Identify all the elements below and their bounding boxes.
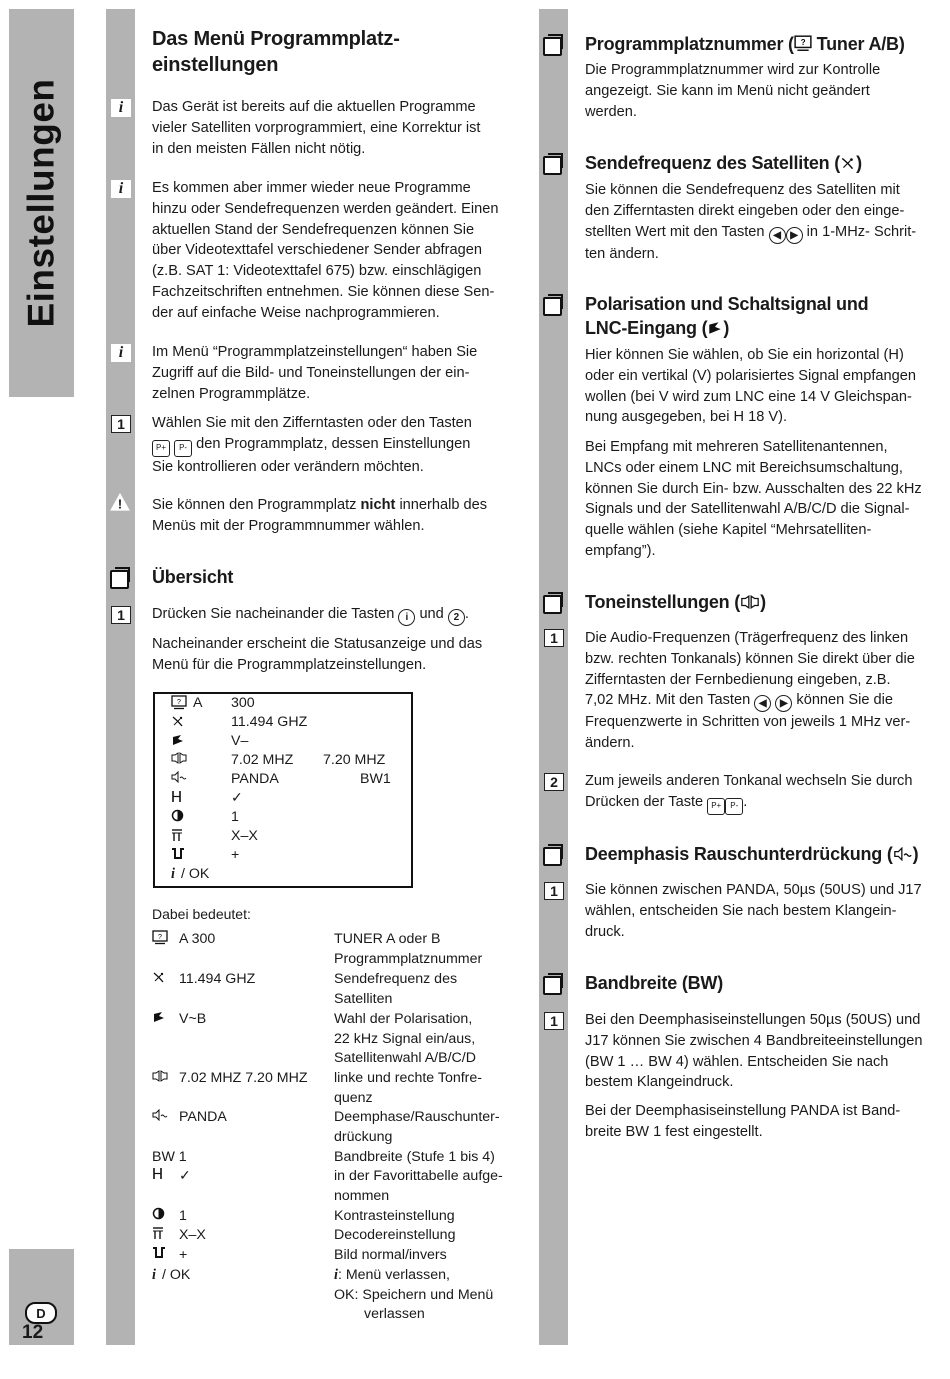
svg-text:?: ? [158,934,162,941]
step-marker: 1 [544,882,564,900]
right-arrow-key-icon: ▶ [775,695,792,712]
section-title-deemphasis: Deemphasis Rauschunterdrückung ( ) [585,844,919,864]
status-row: X–X [155,828,411,847]
svg-text:?: ? [800,38,806,48]
legend-title: Dabei bedeutet: [152,906,251,922]
deemphasis-icon [171,771,191,787]
invert-icon [152,1246,174,1266]
decoder-icon [171,828,191,846]
sidebar-title: Einstellungen [20,78,62,328]
info-icon: i [152,1267,156,1283]
menu-access-paragraph: Im Menü “Programmplatzeinstellungen“ haben Sie Zugriff auf die Bild- und Toneinstellungen der ein- zelnen Programmplätze. [152,344,478,402]
program-number-paragraph: Die Programmplatznummer wird zur Kontrolle angezeigt. Sie kann im Menü nicht geändert werden. [585,62,881,120]
info-key-icon: i [398,609,415,626]
page-number: 12 [22,1322,44,1343]
favorite-icon [152,1167,174,1187]
polarisation-icon [707,318,723,338]
step-select-program: Wählen Sie mit den Zifferntasten oder den Tasten P+ P- den Programmplatz, dessen Einstellungen Sie kontrollieren oder verändern möchten. [152,415,472,475]
tuner-icon [152,930,174,952]
two-key-icon: 2 [448,609,465,626]
step-marker: 1 [111,415,131,433]
status-row: 11.494 GHZ [155,714,411,733]
stereo-speaker-icon [740,592,760,612]
section-box-icon [543,294,563,314]
sound-step-2: Zum jeweils anderen Tonkanal wechseln Sie durch Drücken der Taste P+ P- . [585,771,933,815]
contrast-icon [152,1207,174,1227]
satellite-dish-icon [171,714,191,731]
status-row: PANDA BW1 [155,771,411,790]
program-down-key-icon: P- [725,798,743,815]
overview-step: Drücken Sie nacheinander die Tasten i und 2 . [152,604,500,626]
svg-text:!: ! [117,496,123,512]
overview-paragraph: Nacheinander erscheint die Statusanzeige und das Menü für die Programmplatzeinstellungen. [152,636,483,673]
info-icon: i [334,1267,338,1283]
deemphasis-icon [152,1108,174,1128]
section-title-program-number: Programmplatznummer ( ? Tuner A/B) [585,34,905,54]
deemphasis-icon [893,844,913,864]
status-row: i / OK [171,866,210,882]
stereo-speaker-icon [152,1069,174,1089]
status-row: 7.02 MHZ 7.20 MHZ [155,752,411,771]
language-badge: D [25,1302,57,1324]
update-paragraph: Es kommen aber immer wieder neue Programme hinzu oder Sendefrequenzen werden geändert. Einen aktuellen Stand der Sendefrequenzen können Sie über Videotexttafel verschiedener Sender abfragen (z.B. SAT 1: Videotexttafel 675) bzw. einschlägigen Fachzeitschriften entnehmen. Sie können diese Sen- der auf einfache Weise nachprogrammieren. [152,180,499,321]
section-box-icon [543,592,563,612]
frequency-paragraph: Sie können die Sendefrequenz des Satelliten mit den Zifferntasten direkt eingeben oder den einge- stellten Wert mit den Tasten ◀ ▶ in 1-MHz- Schrit- ten ändern. [585,182,917,262]
status-display [153,692,413,888]
info-icon: i [111,180,131,198]
invert-icon [171,847,191,864]
stereo-speaker-icon [171,752,191,768]
polarisation-icon [152,1010,174,1031]
section-box-icon [543,844,563,864]
overview-title: Übersicht [152,567,234,587]
multi-satellite-paragraph: Bei Empfang mit mehreren Satellitenantennen, LNCs oder einem LNC mit Bereichsumschaltung, können Sie durch Ein- bzw. Ausschalten des 22 kHz Signals und der Satellitenwahl A/B/C/D die Signal- quelle wählen (siehe Kapitel “Mehrsatelliten- empfang”). [585,439,922,559]
status-row: ✓ [155,790,411,809]
sound-step-1: Die Audio-Frequenzen (Trägerfrequenz des linken bzw. rechten Tonkanals) können Sie direkt über die Zifferntasten der Fernbedienung eingeben, z.B. 7,02 MHz. Mit den Tasten ◀ ▶ können Sie die Frequenzwerte in Schritten von jeweils 1 MHz ver- ändern. [585,630,915,752]
warning-icon [110,493,130,511]
left-arrow-key-icon: ◀ [754,695,771,712]
step-marker: 1 [111,606,131,624]
tuner-icon [794,34,812,54]
contrast-icon [171,809,191,826]
bandwidth-step: Bei den Deemphasiseinstellungen 50µs (50US) und J17 können Sie zwischen 4 Bandbreiteeinstellungen (BW 1 … BW 4) wählen. Entscheiden Sie nach bestem Klangeindruck. [585,1012,923,1091]
step-marker: 1 [544,629,564,647]
deemphasis-step: Sie können zwischen PANDA, 50µs (50US) und J17 wählen, entscheiden Sie nach bestem Klangein- druck. [585,882,922,940]
polarisation-icon [171,733,191,751]
warning-paragraph: Sie können den Programmplatz nicht innerhalb des Menüs mit der Programmnummer wählen. [152,497,488,534]
bandwidth-paragraph: Bei der Deemphasiseinstellung PANDA ist Band- breite BW 1 fest eingestellt. [585,1103,901,1140]
left-marker-strip [106,9,135,1345]
section-box-icon [543,973,563,993]
program-up-key-icon: P+ [707,798,725,815]
section-title-polarisation: Polarisation und Schaltsignal und LNC-Eingang ( ) [585,294,869,338]
status-row: 1 [155,809,411,828]
satellite-dish-icon [152,970,174,991]
section-title-sound: Toneinstellungen ( ) [585,592,766,612]
page-title: Das Menü Programmplatz- einstellungen [152,28,400,76]
info-icon: i [111,99,131,117]
section-title-bandwidth: Bandbreite (BW) [585,973,723,993]
info-icon: i [171,866,175,882]
right-arrow-key-icon: ▶ [786,227,803,244]
program-down-key-icon: P- [174,440,192,457]
section-box-icon [543,153,563,173]
program-up-key-icon: P+ [152,440,170,457]
right-marker-strip [539,9,568,1345]
status-row: V– [155,733,411,752]
decoder-icon [152,1226,174,1247]
polarisation-paragraph: Hier können Sie wählen, ob Sie ein horizontal (H) oder ein vertikal (V) polarisiertes Signal empfangen wollen (bei V wird zum LNC eine 14 V Gleichspan- nung ausgegeben, bei H 18 V). [585,347,916,426]
info-icon: i [111,344,131,362]
step-marker: 1 [544,1012,564,1030]
svg-text:?: ? [177,699,181,706]
section-box-icon [543,34,563,54]
section-box-icon [110,567,130,587]
step-marker: 2 [544,773,564,791]
satellite-dish-icon [840,153,856,173]
intro-paragraph: Das Gerät ist bereits auf die aktuellen Programme vieler Satelliten vorprogrammiert, eine Korrektur ist in den meisten Fällen nicht nötig. [152,99,481,157]
section-title-frequency: Sendefrequenz des Satelliten ( ) [585,153,862,173]
status-row: ? A 300 [155,695,411,714]
left-arrow-key-icon: ◀ [769,227,786,244]
favorite-icon [171,790,191,807]
status-row: + [155,847,411,866]
tuner-icon [171,695,191,714]
